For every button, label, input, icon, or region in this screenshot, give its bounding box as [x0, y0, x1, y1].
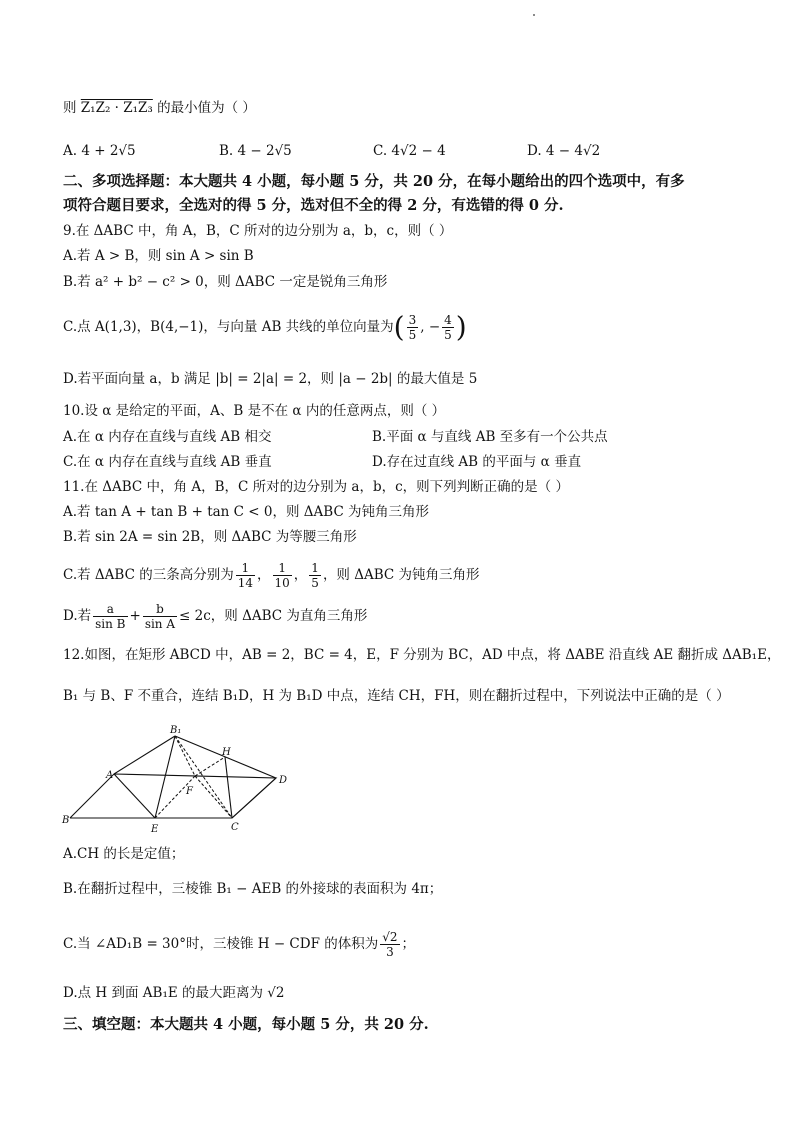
segment-cd — [232, 778, 276, 818]
q9-c-fraction-2 — [442, 313, 454, 342]
numerator: 1 — [273, 561, 292, 576]
q11-c-fraction-1 — [236, 561, 255, 590]
segment-fc — [195, 776, 232, 818]
q11-stem: 11.在 ΔABC 中，角 A，B，C 所对的边分别为 a，b，c，则下列判断正确的是（ ） — [63, 479, 569, 495]
section2-heading-line2: 项符合题目要求，全选对的得 5 分，选对但不全的得 2 分，有选错的得 0 分. — [63, 197, 564, 214]
denominator: 5 — [311, 576, 319, 590]
q9-option-a[interactable]: A.若 A > B，则 sin A > sin B — [63, 248, 254, 264]
q11-d-fraction-2 — [143, 602, 177, 631]
label-f: F — [186, 786, 193, 797]
numerator: 1 — [236, 561, 255, 576]
q11-option-c-text: C.若 ΔABC 的三条高分别为 — [63, 567, 234, 583]
q12-option-d[interactable]: D.点 H 到面 AB₁E 的最大距离为 √2 — [63, 985, 285, 1001]
section2-heading-line1: 二、多项选择题：本大题共 4 小题，每小题 5 分，共 20 分，在每小题给出的四个选项中，有多 — [63, 173, 685, 190]
q10-option-d[interactable]: D.存在过直线 AB 的平面与 α 垂直 — [372, 454, 582, 470]
q11-option-c[interactable]: C.若 ΔABC 的三条高分别为 $\frac{1}{14}$ ， $\frac{1}{10}$ ， $\frac{1}{5}$ ，则 ΔABC 为钝角三角形 — [63, 561, 480, 590]
label-d: D — [279, 775, 288, 786]
q9-c-separator: , − — [420, 319, 441, 335]
q12-option-c-text: C.当 ∠AD₁B = 30°时，三棱锥 H − CDF 的体积为 — [63, 936, 379, 952]
segment-ae — [114, 774, 155, 818]
q10-option-a[interactable]: A.在 α 内存在直线与直线 AB 相交 — [63, 429, 272, 445]
scan-dot — [533, 14, 535, 16]
q8-stem-expression: Z₁Z₂ · Z₁Z₃ — [80, 100, 153, 116]
label-b: B — [62, 815, 70, 826]
denominator: 3 — [386, 945, 394, 959]
label-e: E — [151, 824, 159, 835]
q9-option-d[interactable]: D.若平面向量 a，b 满足 |b| = 2|a| = 2，则 |a − 2b| 的最大值是 5 — [63, 371, 478, 387]
denominator: sin B — [95, 617, 126, 631]
numerator: √2 — [382, 930, 398, 944]
q8-option-c[interactable]: C. 4√2 − 4 — [373, 143, 446, 159]
numerator: a — [93, 602, 127, 617]
q11-option-b[interactable]: B.若 sin 2A = sin 2B，则 ΔABC 为等腰三角形 — [63, 529, 357, 545]
denominator: 5 — [408, 328, 417, 342]
segment-fh — [195, 757, 225, 776]
q11-option-d[interactable] — [63, 602, 367, 631]
q12-option-a[interactable]: A.CH 的长是定值； — [63, 846, 185, 862]
denominator: 5 — [444, 328, 452, 342]
label-b1: B₁ — [170, 725, 182, 736]
q11-option-c-suffix: ，则 ΔABC 为钝角三角形 — [322, 567, 480, 583]
q9-option-b[interactable]: B.若 a² + b² − c² > 0，则 ΔABC 一定是锐角三角形 — [63, 274, 388, 290]
right-paren: ) — [455, 310, 467, 344]
segment-eb1 — [155, 736, 175, 818]
segment-ch — [225, 757, 232, 818]
q12-option-c[interactable] — [63, 930, 415, 959]
q11-c-fraction-3 — [309, 561, 321, 590]
rectangle-outline — [70, 774, 276, 818]
q11-option-d-suffix: ≤ 2c，则 ΔABC 为直角三角形 — [179, 608, 368, 624]
numerator: 1 — [311, 561, 319, 575]
q12-c-fraction — [380, 930, 399, 959]
q9-option-c-text: C.点 A(1,3)，B(4,−1)，与向量 AB 共线的单位向量为 — [63, 319, 394, 335]
q8-stem-suffix: 的最小值为（ ） — [157, 100, 256, 116]
q8-stem-prefix: 则 — [63, 100, 77, 116]
q12-stem-line2: B₁ 与 B、F 不重合，连结 B₁D，H 为 B₁D 中点，连结 CH，FH，则在翻折过程中，下列说法中正确的是（ ） — [63, 688, 730, 704]
q10-stem: 10.设 α 是给定的平面，A、B 是不在 α 内的任意两点，则（ ） — [63, 403, 446, 419]
q11-c-fraction-2 — [273, 561, 292, 590]
denominator: sin A — [144, 617, 176, 631]
q9-c-fraction-1 — [407, 313, 419, 342]
segment-ef — [155, 776, 195, 818]
q11-option-d-text: D.若 — [63, 608, 92, 624]
q12-figure — [60, 722, 290, 840]
q11-d-fraction-1 — [93, 602, 127, 631]
plus-sign: + — [129, 608, 141, 624]
left-paren: ( — [393, 310, 405, 344]
segment-b1f — [175, 736, 195, 776]
q12-option-b[interactable]: B.在翻折过程中，三棱锥 B₁ − AEB 的外接球的表面积为 4π； — [63, 881, 443, 897]
section3-heading: 三、填空题：本大题共 4 小题，每小题 5 分，共 20 分. — [63, 1016, 429, 1033]
q8-stem — [63, 98, 256, 118]
q9-stem: 9.在 ΔABC 中，角 A，B，C 所对的边分别为 a，b，c，则（ ） — [63, 223, 453, 239]
segment-ab1 — [114, 736, 175, 774]
q8-option-d[interactable]: D. 4 − 4√2 — [527, 143, 601, 159]
q8-option-a[interactable]: A. 4 + 2√5 — [63, 143, 136, 159]
q12-stem-line1: 12.如图，在矩形 ABCD 中，AB = 2，BC = 4，E，F 分别为 BC，AD 中点，将 ΔABE 沿直线 AE 翻折成 ΔAB₁E， — [63, 647, 781, 663]
q8-option-b[interactable]: B. 4 − 2√5 — [219, 143, 292, 159]
denominator: 10 — [274, 576, 290, 590]
q11-option-a[interactable]: A.若 tan A + tan B + tan C < 0，则 ΔABC 为钝角三角形 — [63, 504, 430, 520]
q10-option-c[interactable]: C.在 α 内存在直线与直线 AB 垂直 — [63, 454, 272, 470]
numerator: 4 — [444, 313, 452, 327]
label-c: C — [231, 822, 239, 833]
label-h: H — [222, 747, 231, 758]
q10-option-b[interactable]: B.平面 α 与直线 AB 至多有一个公共点 — [372, 429, 608, 445]
q9-option-c[interactable] — [63, 310, 467, 344]
figure-solid-lines — [70, 736, 276, 818]
numerator: 3 — [408, 313, 417, 327]
q12-option-c-suffix: ； — [401, 936, 416, 952]
numerator: b — [143, 602, 177, 617]
denominator: 14 — [237, 576, 254, 590]
label-a: A — [106, 770, 114, 781]
